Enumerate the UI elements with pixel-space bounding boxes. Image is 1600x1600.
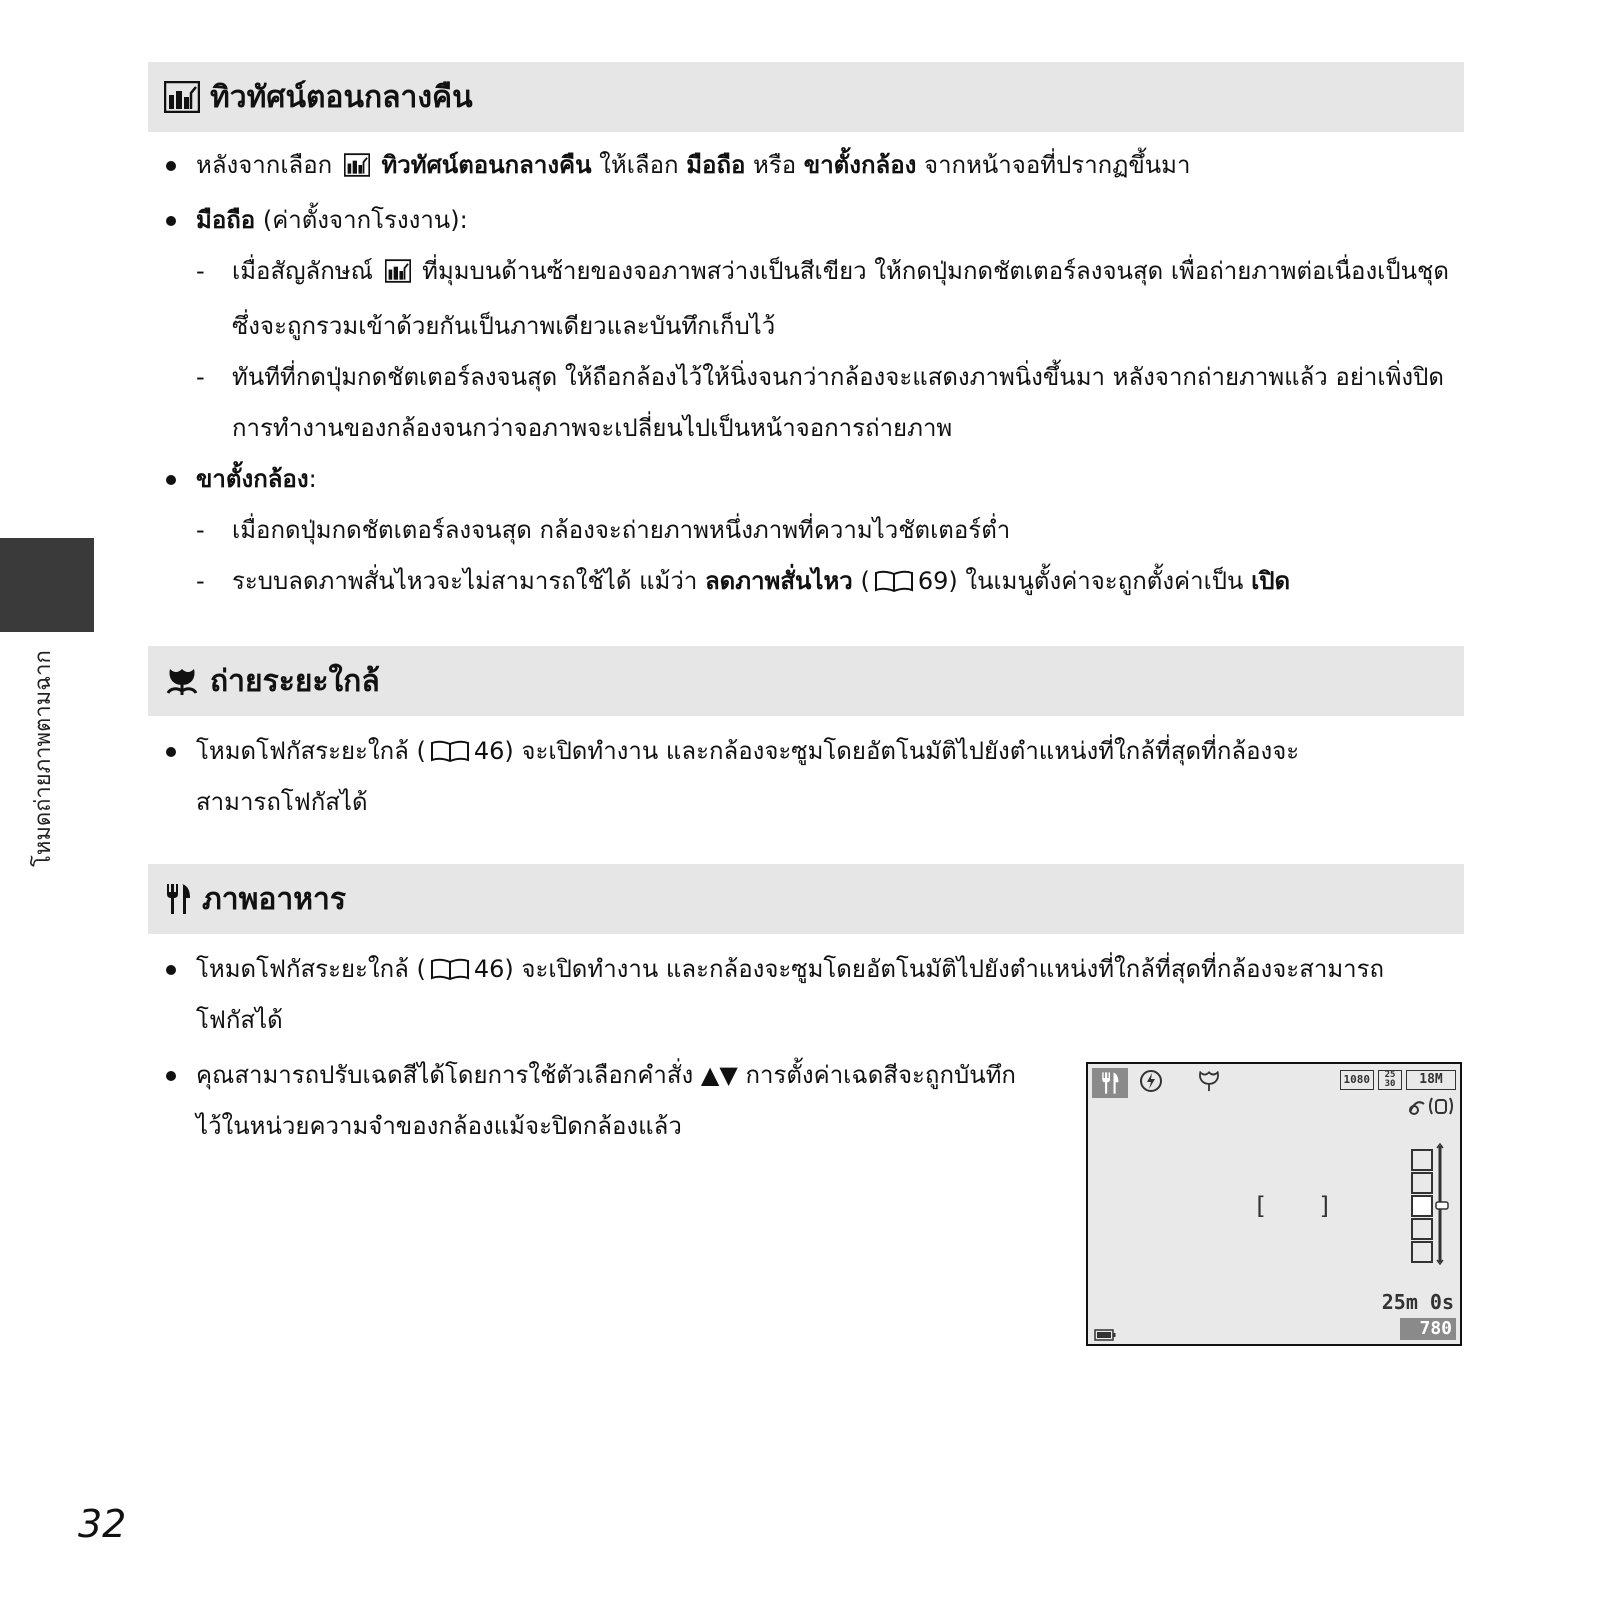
list-item xyxy=(160,726,1460,828)
text: ที่มุมบนด้านซ้ายของจอภาพสว่างเป็นสีเขียว ให้กดปุ่มกดชัตเตอร์ลงจนสุด เพื่อถ่ายภาพต่อเนื่องเป็นชุดซึ่งจะถูกรวมเข้าด้วยกันเป็นภาพเดียวและบันทึกเก็บไว้ xyxy=(232,257,1449,340)
text: โหมดโฟกัสระยะใกล้ ( xyxy=(196,955,426,983)
close-up-content xyxy=(160,726,1460,828)
section-title: ถ่ายระยะใกล้ xyxy=(210,663,380,699)
text: จากหน้าจอที่ปรากฏขึ้นมา xyxy=(924,151,1191,179)
focus-area-bracket: [ ] xyxy=(1253,1192,1351,1220)
section-header-night-landscape xyxy=(148,62,1464,132)
text: 46) จะเปิดทำงาน และกล้องจะซูมโดยอัตโนมัติไปยังตำแหน่งที่ใกล้ที่สุดที่กล้องจะสามารถโฟกัสได้ xyxy=(196,737,1300,816)
text: คุณสามารถปรับเฉดสีได้โดยการใช้ตัวเลือกคำสั่ง xyxy=(196,1061,694,1089)
text: โหมดโฟกัสระยะใกล้ ( xyxy=(196,737,426,765)
page-number: 32 xyxy=(78,1502,127,1546)
list-item xyxy=(160,195,1460,246)
image-size-badge: 18M xyxy=(1406,1070,1456,1090)
night-landscape-icon xyxy=(385,250,411,301)
macro-flower-icon xyxy=(1196,1068,1222,1094)
section-title: ทิวทัศน์ตอนกลางคืน xyxy=(210,79,473,115)
fork-knife-icon xyxy=(1092,1068,1128,1098)
movie-resolution-badge: 1080 xyxy=(1340,1070,1375,1090)
fork-knife-icon xyxy=(164,882,192,916)
text-bold: มือถือ xyxy=(686,151,746,179)
section-header-food xyxy=(148,864,1464,934)
book-reference-icon xyxy=(874,559,914,581)
text: ระบบลดภาพสั่นไหวจะไม่สามารถใช้ได้ แม้ว่า xyxy=(232,567,698,595)
night-landscape-icon xyxy=(164,81,200,113)
remaining-shots: 780 xyxy=(1400,1318,1456,1340)
text: หลังจากเลือก xyxy=(196,151,333,179)
night-landscape-content xyxy=(160,140,1460,607)
list-item xyxy=(160,944,1460,1046)
text-bold: ทิวทัศน์ตอนกลางคืน xyxy=(381,151,592,179)
text: (ค่าตั้งจากโรงงาน): xyxy=(262,206,468,234)
sub-list-item xyxy=(160,505,1460,556)
text: 69) ในเมนูตั้งค่าจะถูกตั้งค่าเป็น xyxy=(917,567,1244,595)
text: ทันทีที่กดปุ่มกดชัตเตอร์ลงจนสุด ให้ถือกล้องไว้ให้นิ่งจนกว่ากล้องจะแสดงภาพนิ่งขึ้นมา หลังจากถ่ายภาพแล้ว อย่าเพิ่งปิดการทำงานของกล้องจนกว่าจอภาพจะเปลี่ยนไปเป็นหน้าจอการถ่ายภาพ xyxy=(232,363,1444,442)
text: การตั้งค่าเฉดสีจะถูกบันทึกไว้ในหน่วยความจำของกล้องแม้จะปิดกล้องแล้ว xyxy=(196,1061,1016,1140)
flash-off-icon xyxy=(1138,1068,1164,1094)
text: เมื่อสัญลักษณ์ xyxy=(232,257,373,285)
text-bold: ขาตั้งกล้อง xyxy=(196,465,309,493)
text: ( xyxy=(860,567,870,595)
chapter-side-label: โหมดถ่ายภาพตามฉาก xyxy=(31,650,56,867)
text-bold: ขาตั้งกล้อง xyxy=(803,151,917,179)
book-reference-icon xyxy=(430,729,470,751)
up-down-arrows-icon: ▲▼ xyxy=(700,1061,738,1089)
hue-slider xyxy=(1408,1142,1452,1266)
macro-flower-icon xyxy=(164,665,200,697)
sub-list-item xyxy=(160,352,1460,454)
list-item xyxy=(160,454,1460,505)
frame-rate-badge xyxy=(1378,1070,1402,1090)
camera-screen-illustration xyxy=(1086,1062,1462,1346)
vibration-reduction-icon xyxy=(1406,1094,1454,1118)
text-bold: เปิด xyxy=(1251,567,1291,595)
section-header-close-up xyxy=(148,646,1464,716)
text-bold: มือถือ xyxy=(196,206,256,234)
night-landscape-icon xyxy=(344,144,370,195)
remaining-time: 25m 0s xyxy=(1381,1290,1454,1314)
battery-icon xyxy=(1094,1326,1116,1338)
text: 46) จะเปิดทำงาน และกล้องจะซูมโดยอัตโนมัติไปยังตำแหน่งที่ใกล้ที่สุดที่กล้องจะสามารถโฟกัสได้ xyxy=(196,955,1385,1034)
sub-list-item xyxy=(160,556,1460,607)
chapter-tab xyxy=(0,538,94,632)
fps-top: 25 xyxy=(1384,1070,1396,1080)
text: : xyxy=(308,465,317,493)
fps-bottom: 30 xyxy=(1384,1079,1396,1089)
text: เมื่อกดปุ่มกดชัตเตอร์ลงจนสุด กล้องจะถ่ายภาพหนึ่งภาพที่ความไวชัตเตอร์ต่ำ xyxy=(232,516,1011,544)
list-item xyxy=(160,1050,1016,1152)
text-bold: ลดภาพสั่นไหว xyxy=(704,567,853,595)
sub-list-item xyxy=(160,246,1460,352)
section-title: ภาพอาหาร xyxy=(202,881,346,917)
text: หรือ xyxy=(753,151,797,179)
list-item xyxy=(160,140,1460,195)
book-reference-icon xyxy=(430,947,470,969)
text: ให้เลือก xyxy=(599,151,679,179)
